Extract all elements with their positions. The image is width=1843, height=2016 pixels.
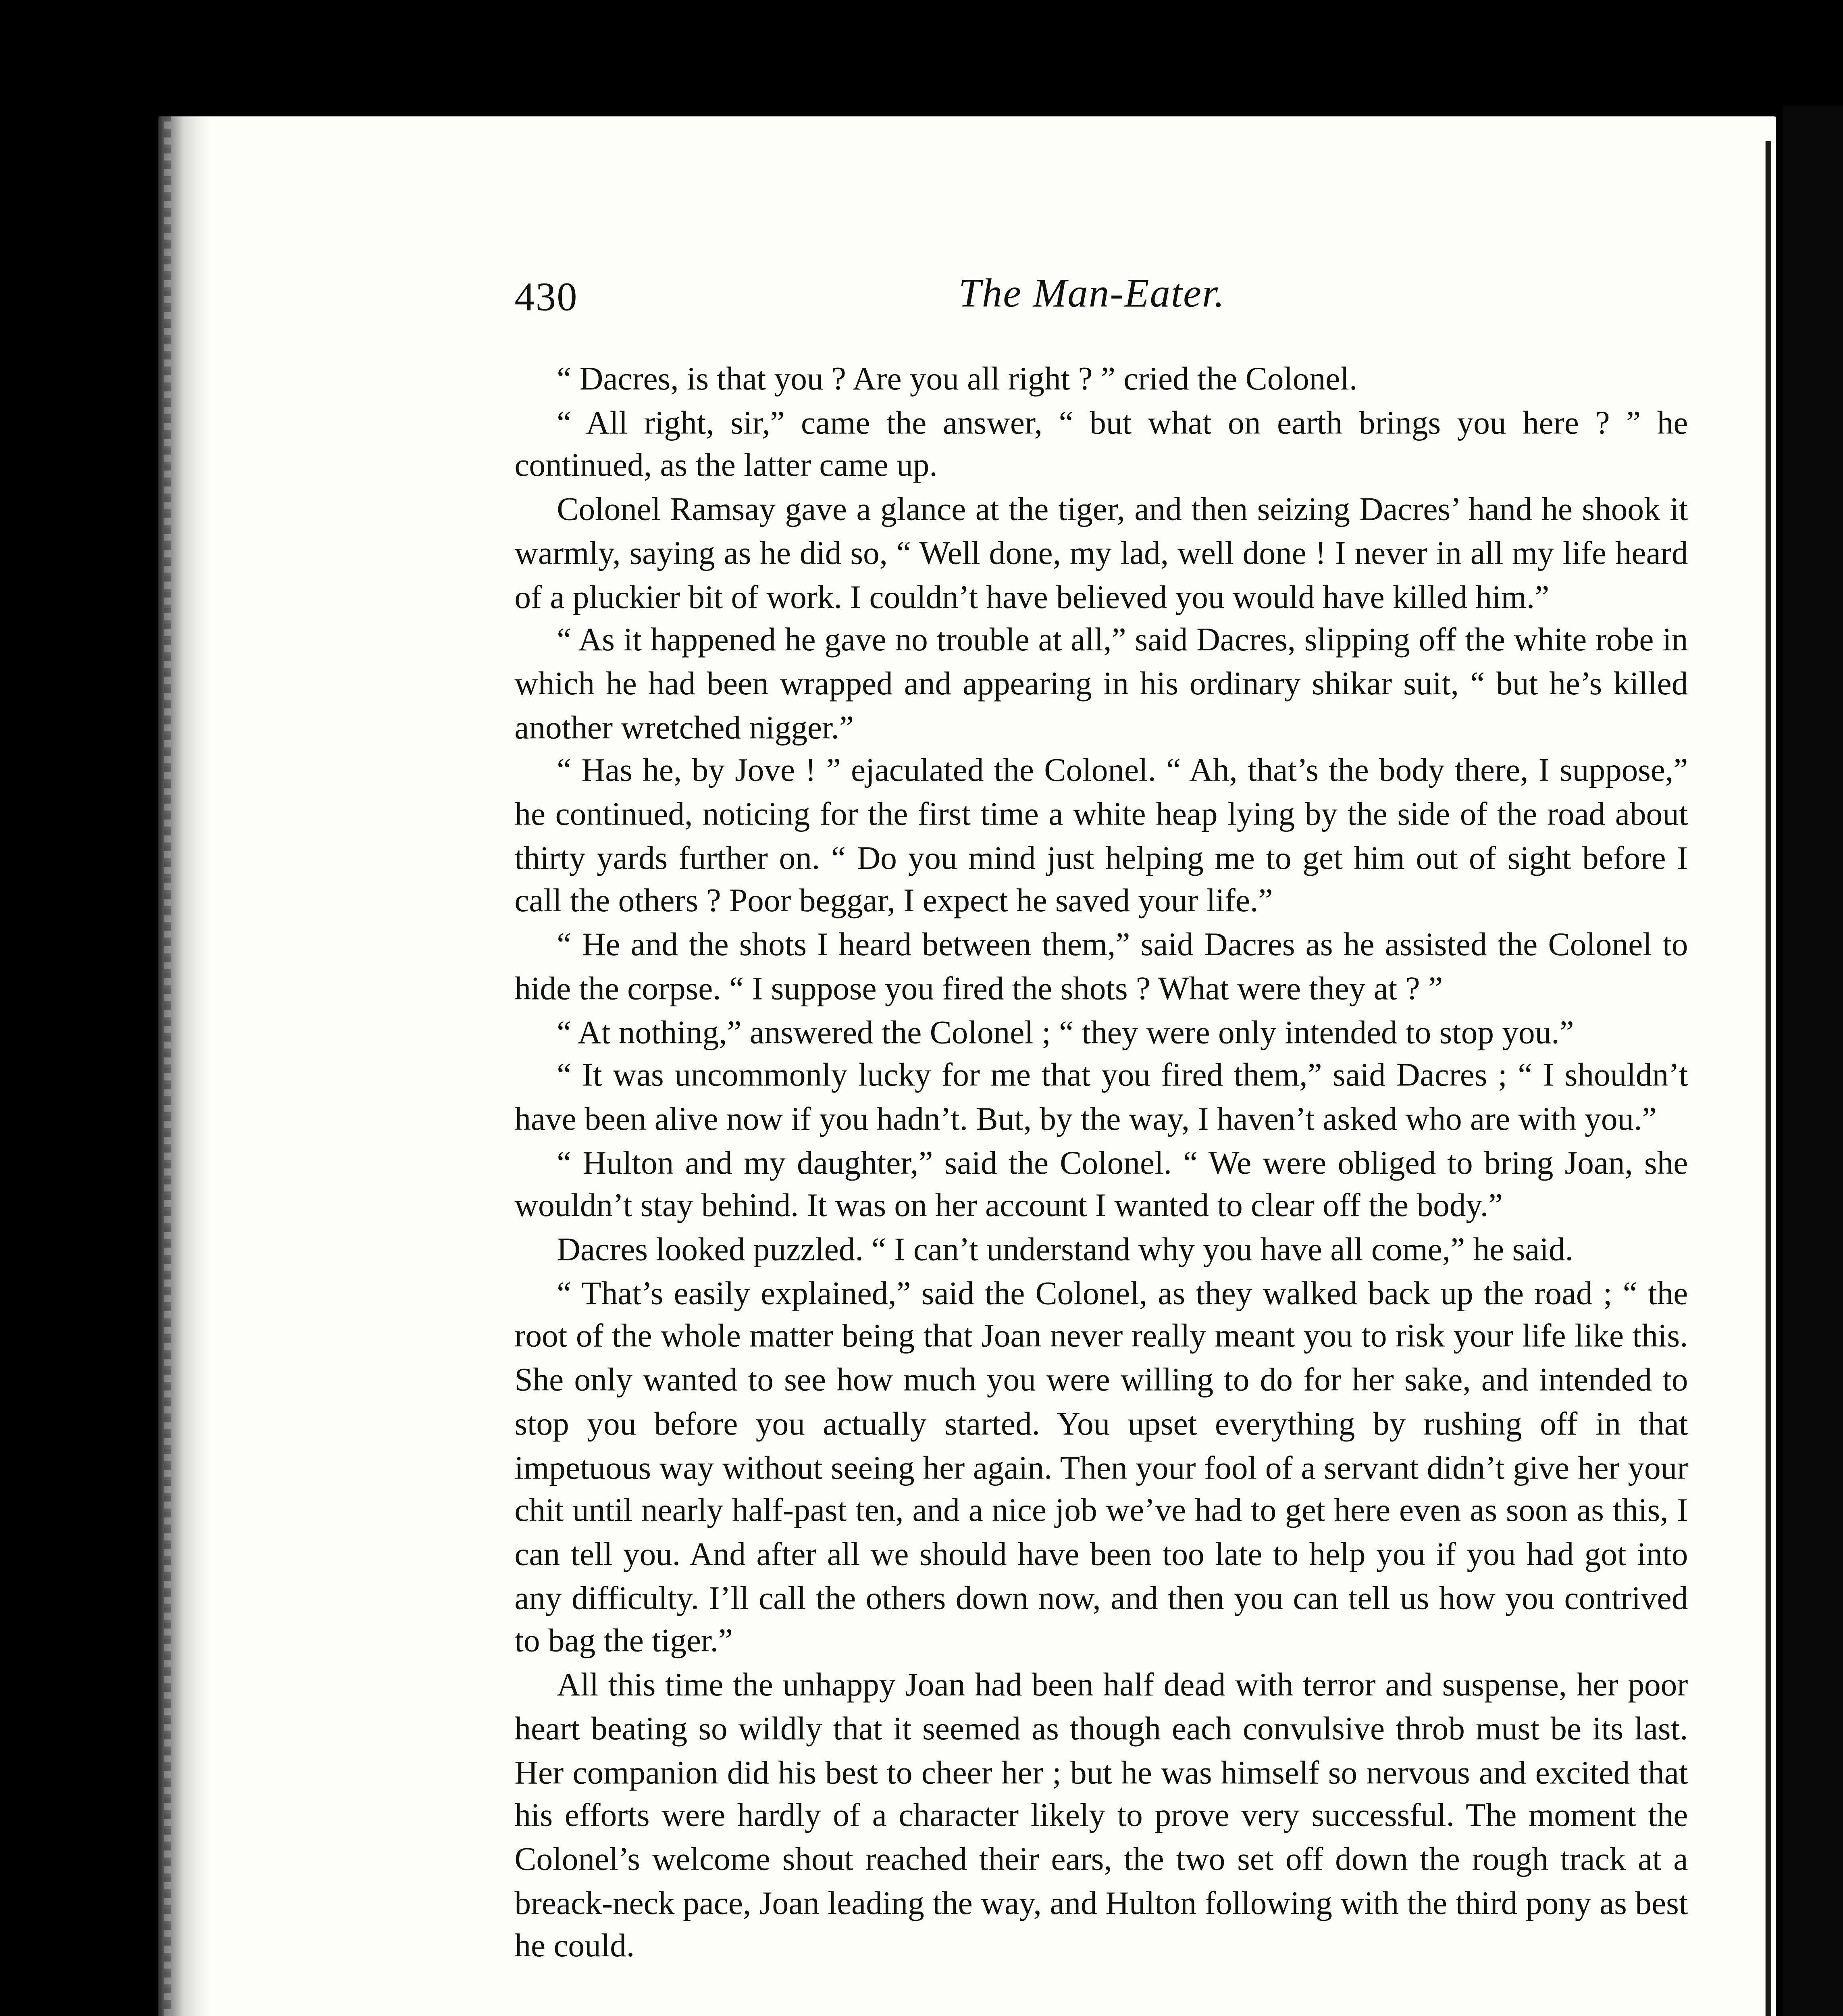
page-number: 430	[514, 275, 578, 319]
paragraph: “ Has he, by Jove ! ” ejaculated the Colonel. “ Ah, that’s the body there, I suppose,” he continued, noticing for the first time a white heap lying by the side of the road about thirty yards further on. “ Do you mind just helping me to get him out of sight before I call the others ? Poor beggar, I expect he saved your life.”	[514, 753, 1688, 921]
paragraph: “ That’s easily explained,” said the Colonel, as they walked back up the road ; “ the root of the whole matter being that Joan never really meant you to risk your life like this. She only wanted to see how much you were willing to do for her sake, and intended to stop you before you actually started. You upset everything by rushing off in that impetuous way without seeing her again. Then your fool of a servant didn’t give her your chit until nearly half-past ten, and a nice job we’ve had to get here even as soon as this, I can tell you. And after all we should have been too late to help you if you had got into any difficulty. I’ll call the others down now, and then you can tell us how you contrived to bag the tiger.”	[514, 1275, 1688, 1661]
body-text	[514, 360, 1688, 1970]
paragraph: “ Hulton and my daughter,” said the Colonel. “ We were obliged to bring Joan, she wouldn’t stay behind. It was on her account I wanted to clear off the body.”	[514, 1145, 1688, 1226]
paragraph: “ As it happened he gave no trouble at all,” said Dacres, slipping off the white robe in which he had been wrapped and appearing in his ordinary shikar suit, “ but he’s killed another wretched nigger.”	[514, 622, 1688, 747]
paragraph: All this time the unhappy Joan had been half dead with terror and suspense, her poor heart beating so wildly that it seemed as though each convulsive throb must be its last. Her companion did his best to cheer her ; but he was himself so nervous and excited that his efforts were hardly of a character likely to prove very successful. The moment the Colonel’s welcome shout reached their ears, the two set off down the rough track at a breack-neck pace, Joan leading the way, and Hulton following with the third pony as best he could.	[514, 1667, 1688, 1966]
running-title: The Man-Eater.	[958, 271, 1225, 316]
paragraph: “ Dacres, is that you ? Are you all right ? ” cried the Colonel.	[557, 361, 1358, 398]
paragraph: Dacres looked puzzled. “ I can’t understand why you have all come,” he said.	[557, 1232, 1573, 1269]
paragraph: “ All right, sir,” came the answer, “ but what on earth brings you here ? ” he continued, as the latter came up.	[514, 405, 1688, 485]
paragraph: Colonel Ramsay gave a glance at the tiger, and then seizing Dacres’ hand he shook it warmly, saying as he did so, “ Well done, my lad, well done ! I never in all my life heard of a pluckier bit of work. I couldn’t have believed you would have killed him.”	[514, 492, 1688, 616]
paragraph: “ He and the shots I heard between them,” said Dacres as he assisted the Colonel to hide the corpse. “ I suppose you fired the shots ? What were they at ? ”	[514, 927, 1688, 1008]
page-right-shadow	[1783, 106, 1843, 2016]
running-head	[514, 268, 1688, 338]
paragraph: “ At nothing,” answered the Colonel ; “ they were only intended to stop you.”	[557, 1014, 1574, 1052]
paragraph: “ It was uncommonly lucky for me that you fired them,” said Dacres ; “ I shouldn’t have been alive now if you hadn’t. But, by the way, I haven’t asked who are with you.”	[514, 1058, 1688, 1139]
page-right-edge	[1766, 141, 1771, 2016]
book-binding-edge	[158, 116, 211, 2016]
